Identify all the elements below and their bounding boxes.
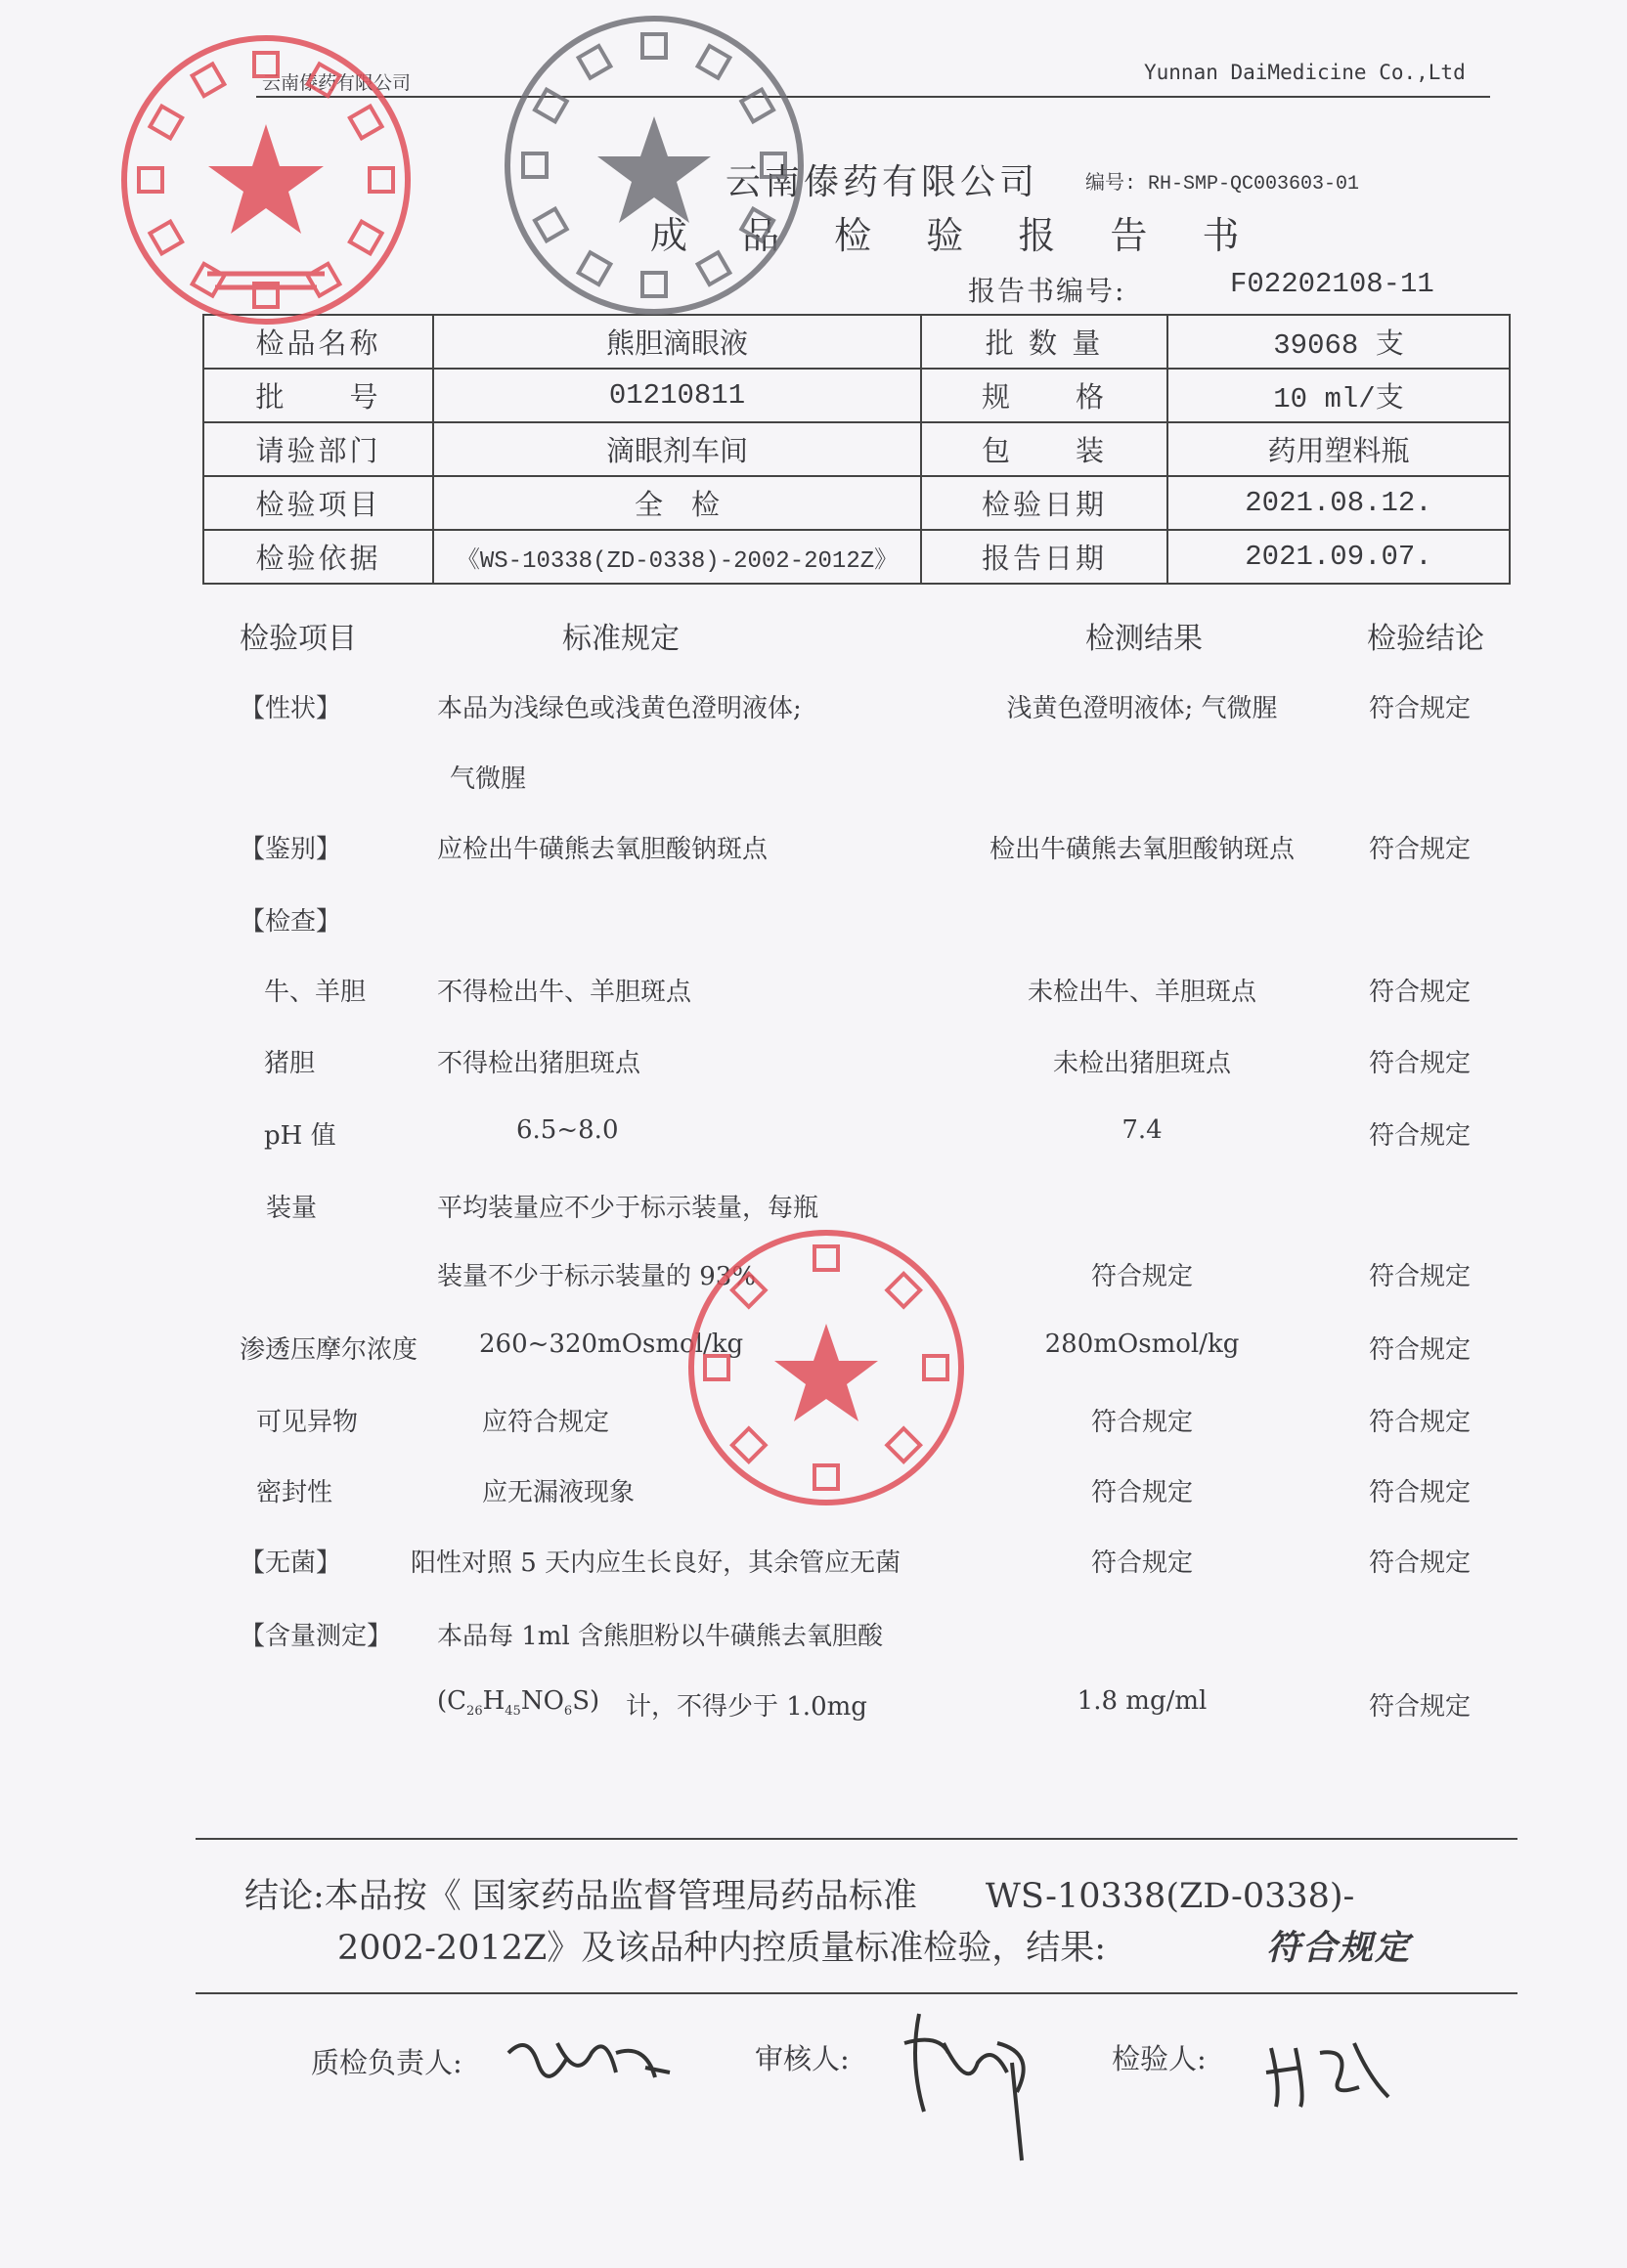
stamp-glyph-mark [887, 1428, 920, 1461]
company-name-en: Yunnan DaiMedicine Co.,Ltd [1144, 61, 1466, 84]
stamp-glyph-mark [814, 1246, 838, 1270]
result-item: 密封性 [256, 1478, 333, 1507]
result-value: 符合规定 [1090, 1408, 1194, 1437]
result-standard: 装量不少于标示装量的 93% [437, 1262, 757, 1291]
result-value: 7.4 [1121, 1115, 1163, 1145]
formula-part: NO [520, 1686, 564, 1716]
result-conclusion: 符合规定 [1369, 835, 1472, 864]
column-header-conclusion: 检验结论 [1367, 622, 1484, 656]
stamp-glyph-mark [732, 1428, 766, 1461]
result-standard: 260~320mOsmol/kg [479, 1330, 744, 1359]
company-name-cn: 云南傣药有限公司 [262, 72, 412, 94]
info-row [203, 476, 1510, 530]
stamp-glyph-mark [579, 46, 611, 78]
info-value: 全 检 [433, 476, 921, 530]
formula-part: 45 [505, 1704, 521, 1720]
formula-part: H [482, 1686, 506, 1716]
stamp-glyph-mark [193, 264, 225, 296]
formula-part: S) [572, 1686, 600, 1716]
result-standard: 不得检出猪胆斑点 [437, 1049, 641, 1078]
result-standard: 计，不得少于 1.0mg [626, 1692, 867, 1722]
divider [196, 1992, 1517, 1994]
result-item: 【检查】 [240, 907, 342, 937]
stamp-glyph-mark [139, 168, 162, 192]
result-item: 装量 [266, 1194, 318, 1223]
result-standard: 本品为浅绿色或浅黄色澄明液体; [437, 694, 802, 723]
info-label: 报告日期 [921, 530, 1167, 584]
result-standard: 不得检出牛、羊胆斑点 [437, 978, 692, 1007]
title-company: 云南傣药有限公司 [726, 162, 1039, 202]
stamp-glyph-mark [698, 46, 730, 78]
result-value: 浅黄色澄明液体; 气微腥 [1006, 694, 1278, 723]
result-conclusion: 符合规定 [1369, 1478, 1472, 1507]
info-label: 检品名称 [203, 315, 433, 369]
stamp-glyph-mark [535, 90, 567, 122]
result-item: pH 值 [264, 1121, 336, 1151]
result-value: 符合规定 [1090, 1262, 1194, 1291]
info-value: 《WS-10338(ZD-0338)-2002-2012Z》 [433, 530, 921, 584]
stamp-glyph-mark [924, 1356, 947, 1379]
quality-stamp-gray [503, 14, 806, 317]
info-label: 检验依据 [203, 530, 433, 584]
result-item: 【鉴别】 [240, 835, 342, 864]
result-item: 牛、羊胆 [264, 978, 367, 1007]
stamp-glyph-mark [308, 64, 340, 96]
stamp-glyph-mark [705, 1356, 728, 1379]
stamp-glyph-mark [350, 222, 382, 254]
report-number: F02202108-11 [1230, 268, 1434, 300]
divider [196, 1838, 1517, 1840]
result-conclusion: 符合规定 [1369, 978, 1472, 1007]
result-item: 猪胆 [264, 1049, 316, 1078]
formula-part: 6 [563, 1704, 573, 1720]
stamp-glyph-mark [535, 209, 567, 241]
result-standard: 应符合规定 [482, 1408, 610, 1437]
stamp-glyph-mark [308, 264, 340, 296]
result-value: 未检出牛、羊胆斑点 [1027, 978, 1257, 1007]
result-standard: 6.5~8.0 [516, 1115, 619, 1145]
result-conclusion: 符合规定 [1369, 1692, 1472, 1722]
stamp-glyph-mark [887, 1274, 920, 1307]
result-conclusion: 符合规定 [1369, 1335, 1472, 1365]
formula-part: (C [437, 1686, 467, 1716]
stamp-glyph-mark [139, 168, 162, 192]
report-number-label: 报告书编号: [968, 275, 1126, 307]
info-label: 规 格 [921, 369, 1167, 422]
inspection-stamp-red [684, 1226, 968, 1509]
result-conclusion: 符合规定 [1369, 1049, 1472, 1078]
header-divider [256, 96, 1490, 98]
result-conclusion: 符合规定 [1369, 1121, 1472, 1151]
stamp-glyph-mark [150, 222, 182, 254]
chemical-formula [437, 1686, 599, 1719]
stamp-glyph-mark [254, 53, 278, 76]
info-label: 批 号 [203, 369, 433, 422]
reviewer-signature [900, 2004, 1056, 2170]
reviewer-label: 审核人: [755, 2042, 850, 2075]
conclusion-line2: 2002-2012Z》及该品种内控质量标准检验，结果: [337, 1929, 1107, 1968]
column-header-result: 检测结果 [1085, 622, 1203, 656]
conclusion-line1: 结论:本品按《 国家药品监督管理局药品标准 WS-10338(ZD-0338)- [244, 1877, 1355, 1916]
result-item: 渗透压摩尔浓度 [240, 1335, 418, 1365]
stamp-glyph-mark [741, 209, 773, 241]
product-info-table [202, 314, 1511, 585]
stamp-glyph-mark [705, 1356, 728, 1379]
info-label: 包 装 [921, 422, 1167, 476]
result-conclusion: 符合规定 [1369, 1262, 1472, 1291]
result-standard: 气微腥 [450, 764, 527, 794]
stamp-glyph-mark [370, 168, 393, 192]
result-standard: 应无漏液现象 [482, 1478, 636, 1507]
info-value: 熊胆滴眼液 [433, 315, 921, 369]
stamp-glyph-mark [642, 34, 666, 58]
info-value: 10 ml/支 [1167, 369, 1510, 422]
result-value: 未检出猪胆斑点 [1052, 1049, 1232, 1078]
stamp-glyph-mark [523, 153, 547, 177]
result-item: 【无菌】 [240, 1548, 342, 1578]
quality-stamp-red [117, 31, 416, 329]
qc-head-label: 质检负责人: [311, 2046, 462, 2079]
stamp-glyph-mark [579, 252, 611, 284]
result-value: 检出牛磺熊去氧胆酸钠斑点 [989, 835, 1296, 864]
stamp-glyph-mark [814, 1465, 838, 1489]
result-standard: 本品每 1ml 含熊胆粉以牛磺熊去氧胆酸 [437, 1622, 884, 1651]
qc-head-signature [499, 2014, 675, 2102]
info-value: 01210811 [433, 369, 921, 422]
result-item: 【含量测定】 [240, 1622, 393, 1651]
result-conclusion: 符合规定 [1369, 694, 1472, 723]
result-standard: 平均装量应不少于标示装量，每瓶 [437, 1194, 819, 1223]
info-label: 检验项目 [203, 476, 433, 530]
inspector-signature [1261, 2028, 1398, 2116]
stamp-glyph-mark [642, 273, 666, 296]
info-row [203, 530, 1510, 584]
column-header-standard: 标准规定 [562, 622, 680, 656]
formula-part: 26 [466, 1704, 483, 1720]
result-conclusion: 符合规定 [1369, 1548, 1472, 1578]
inspector-label: 检验人: [1112, 2042, 1207, 2075]
result-item: 可见异物 [256, 1408, 359, 1437]
info-value: 滴眼剂车间 [433, 422, 921, 476]
result-value: 符合规定 [1090, 1548, 1194, 1578]
result-standard: 阳性对照 5 天内应生长良好，其余管应无菌 [411, 1548, 901, 1578]
info-value: 39068 支 [1167, 315, 1510, 369]
result-standard: 应检出牛磺熊去氧胆酸钠斑点 [437, 835, 769, 864]
info-row [203, 369, 1510, 422]
stamp-glyph-mark [732, 1274, 766, 1307]
info-value: 药用塑料瓶 [1167, 422, 1510, 476]
info-label: 请验部门 [203, 422, 433, 476]
report-title: 成 品 检 验 报 告 书 [650, 214, 1261, 257]
stamp-glyph-mark [698, 252, 730, 284]
conclusion-result: 符合规定 [1266, 1928, 1412, 1968]
result-value: 1.8 mg/ml [1077, 1686, 1208, 1716]
info-value: 2021.08.12. [1167, 476, 1510, 530]
result-conclusion: 符合规定 [1369, 1408, 1472, 1437]
stamp-glyph-mark [150, 107, 182, 139]
info-value: 2021.09.07. [1167, 530, 1510, 584]
result-value: 符合规定 [1090, 1478, 1194, 1507]
document-number: 编号: RH-SMP-QC003603-01 [1085, 173, 1360, 196]
info-row [203, 422, 1510, 476]
stamp-glyph-mark [762, 153, 785, 177]
info-label: 检验日期 [921, 476, 1167, 530]
stamp-glyph-mark [193, 64, 225, 96]
stamp-glyph-mark [741, 90, 773, 122]
stamp-glyph-mark [350, 107, 382, 139]
stamp-glyph-mark [523, 153, 547, 177]
info-label: 批 数 量 [921, 315, 1167, 369]
result-value: 280mOsmol/kg [1044, 1330, 1240, 1359]
result-item: 【性状】 [240, 694, 342, 723]
column-header-item: 检验项目 [240, 622, 357, 656]
